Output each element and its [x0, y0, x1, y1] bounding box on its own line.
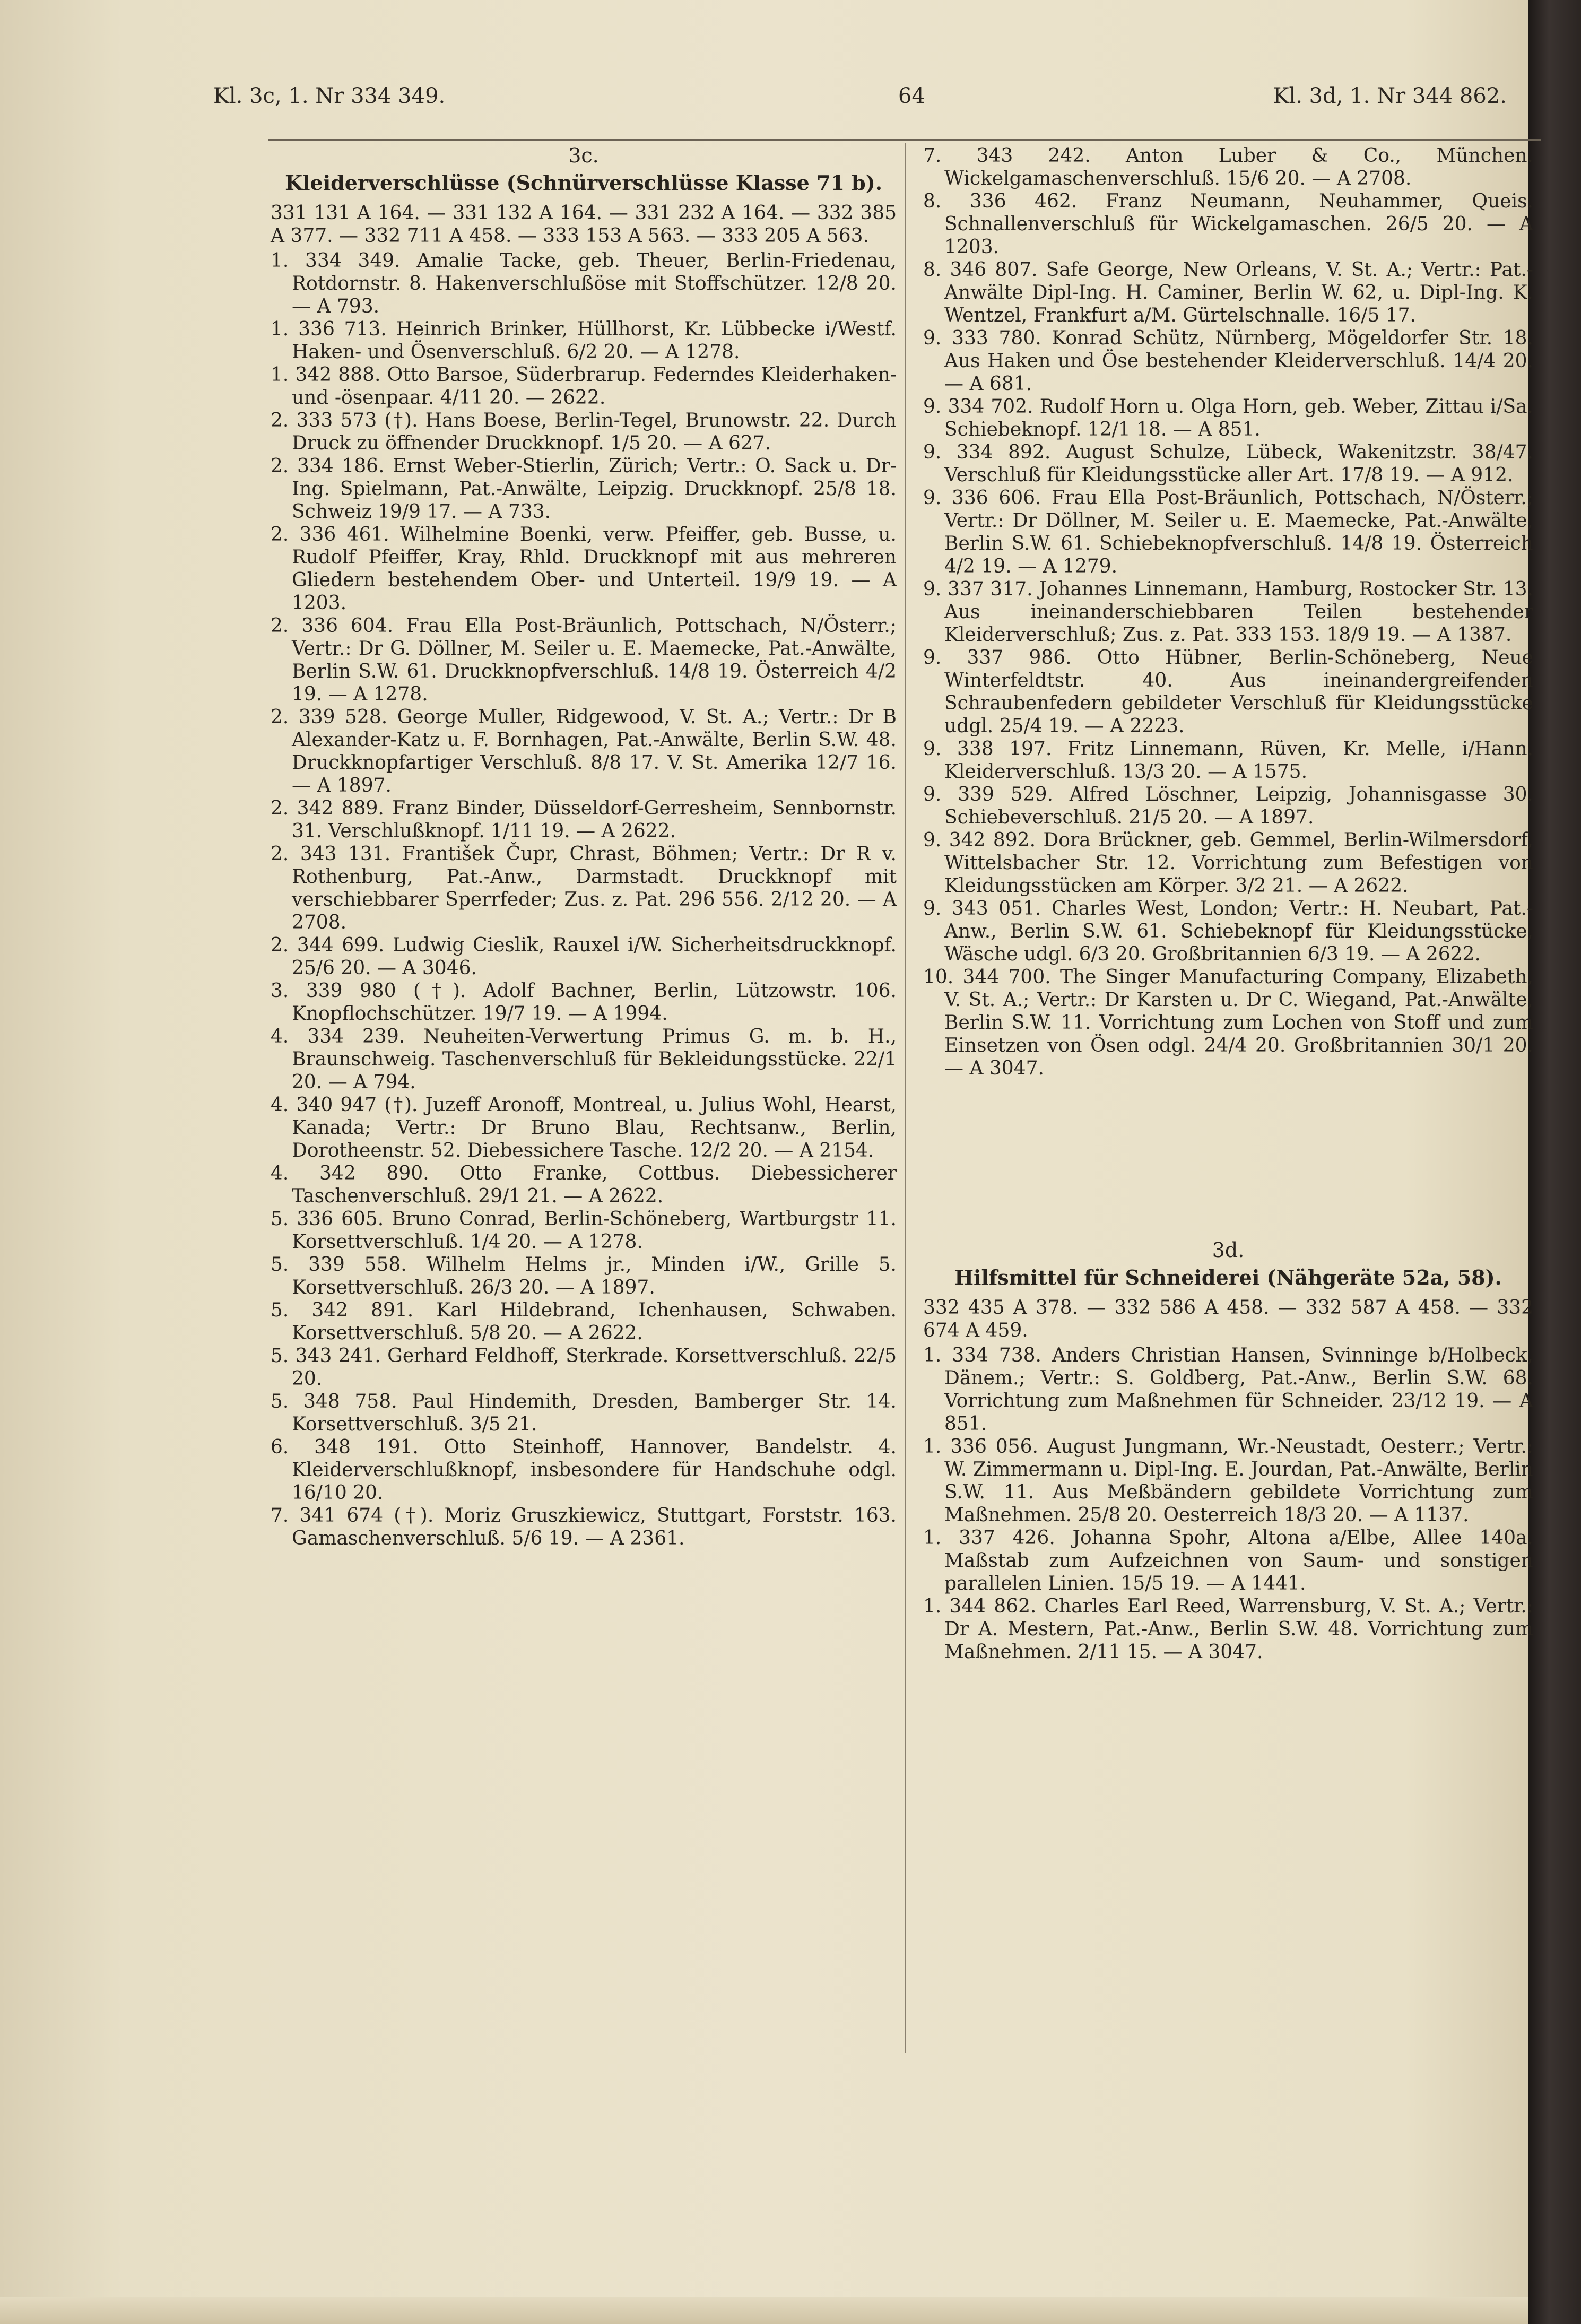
patent-entry: 8. 346 807. Safe George, New Orleans, V. St. A.; Vertr.: Pat.-Anwälte Dipl-Ing. H. Caminer, Berlin W. 62, u. Dipl-Ing. K. Wentzel, Frankfurt a/M. Gürtelschnalle. 16/5 17.	[923, 259, 1533, 326]
patent-entry: 7. 343 242. Anton Luber & Co., München. Wickelgamaschenverschluß. 15/6 20. — A 2708.	[923, 145, 1533, 189]
patent-entry: 4. 340 947 (†). Juzeff Aronoff, Montreal, u. Julius Wohl, Hearst, Kanada; Vertr.: Dr Bruno Blau, Rechtsanw., Berlin, Dorotheenstr. 52. Diebessichere Tasche. 12/2 20. — A 2154.	[271, 1094, 897, 1161]
patent-entry: 1. 337 426. Johanna Spohr, Altona a/Elbe, Allee 140a. Maßstab zum Aufzeichnen von Saum- und sonstigen parallelen Linien. 15/5 19. — A 1441.	[923, 1527, 1533, 1594]
patent-entry: 9. 337 317. Johannes Linnemann, Hamburg, Rostocker Str. 13. Aus ineinanderschiebbaren Teilen bestehender Kleiderverschluß; Zus. z. Pat. 333 153. 18/9 19. — A 1387.	[923, 578, 1533, 646]
patent-entry: 9. 334 702. Rudolf Horn u. Olga Horn, geb. Weber, Zittau i/Sa. Schiebeknopf. 12/1 18. — A 851.	[923, 396, 1533, 440]
patent-entry: 1. 336 713. Heinrich Brinker, Hüllhorst, Kr. Lübbecke i/Westf. Haken- und Ösenverschluß. 6/2 20. — A 1278.	[271, 318, 897, 363]
patent-entry: 1. 344 862. Charles Earl Reed, Warrensburg, V. St. A.; Vertr.: Dr A. Mestern, Pat.-Anw., Berlin S.W. 48. Vorrichtung zum Maßnehmen. 2/11 15. — A 3047.	[923, 1595, 1533, 1663]
patent-entry: 7. 341 674 (†). Moriz Gruszkiewicz, Stuttgart, Forststr. 163. Gamaschenverschluß. 5/6 19. — A 2361.	[271, 1505, 897, 1549]
patent-entry: 2. 342 889. Franz Binder, Düsseldorf-Gerresheim, Sennbornstr. 31. Verschlußknopf. 1/11 19. — A 2622.	[271, 797, 897, 842]
patent-entry: 5. 336 605. Bruno Conrad, Berlin-Schöneberg, Wartburgstr 11. Korsettverschluß. 1/4 20. — A 1278.	[271, 1208, 897, 1253]
patent-entry: 9. 336 606. Frau Ella Post-Bräunlich, Pottschach, N/Österr.; Vertr.: Dr Döllner, M. Seiler u. E. Maemecke, Pat.-Anwälte, Berlin S.W. 61. Schiebeknopfverschluß. 14/8 19. Österreich 4/2 19. — A 1279.	[923, 487, 1533, 577]
header-right: Kl. 3d, 1. Nr 344 862.	[1273, 84, 1507, 108]
patent-entry: 6. 348 191. Otto Steinhoff, Hannover, Bandelstr. 4. Kleiderverschlußknopf, insbesondere für Handschuhe odgl. 16/10 20.	[271, 1436, 897, 1504]
patent-entry: 5. 348 758. Paul Hindemith, Dresden, Bamberger Str. 14. Korsettverschluß. 3/5 21.	[271, 1391, 897, 1435]
header-left: Kl. 3c, 1. Nr 334 349.	[213, 84, 446, 108]
section-title: Kleiderverschlüsse (Schnürverschlüsse Klasse 71 b).	[285, 171, 882, 195]
patent-entry: 9. 343 051. Charles West, London; Vertr.: H. Neubart, Pat.-Anw., Berlin S.W. 61. Schiebeknopf für Kleidungsstücke, Wäsche udgl. 6/3 20. Großbritannien 6/3 19. — A 2622.	[923, 898, 1533, 965]
patent-entry: 9. 339 529. Alfred Löschner, Leipzig, Johannisgasse 30. Schiebeverschluß. 21/5 20. — A 1897.	[923, 784, 1533, 828]
patent-entry: 1. 336 056. August Jungmann, Wr.-Neustadt, Oesterr.; Vertr.: W. Zimmermann u. Dipl-Ing. E. Jourdan, Pat.-Anwälte, Berlin S.W. 11. Aus Meßbändern gebildete Vorrichtung zum Maßnehmen. 25/8 20. Oesterreich 18/3 20. — A 1137.	[923, 1436, 1533, 1526]
left-column	[271, 144, 897, 1550]
page-number: 64	[898, 84, 925, 108]
patent-entry: 9. 342 892. Dora Brückner, geb. Gemmel, Berlin-Wilmersdorf, Wittelsbacher Str. 12. Vorrichtung zum Befestigen von Kleidungsstücken am Körper. 3/2 21. — A 2622.	[923, 829, 1533, 897]
patent-entry: 2. 343 131. František Čupr, Chrast, Böhmen; Vertr.: Dr R v. Rothenburg, Pat.-Anw., Darmstadt. Druckknopf mit verschiebbarer Sperrfeder; Zus. z. Pat. 296 556. 2/12 20. — A 2708.	[271, 843, 897, 933]
patent-entry: 5. 342 891. Karl Hildebrand, Ichenhausen, Schwaben. Korsettverschluß. 5/8 20. — A 2622.	[271, 1299, 897, 1344]
book-cover-edge	[1528, 0, 1581, 2324]
patent-entry: 9. 338 197. Fritz Linnemann, Rüven, Kr. Melle, i/Hann. Kleiderverschluß. 13/3 20. — A 1575.	[923, 738, 1533, 783]
patent-entry: 9. 337 986. Otto Hübner, Berlin-Schöneberg, Neue Winterfeldtstr. 40. Aus ineinandergreifenden Schraubenfedern gebildeter Verschluß für Kleidungsstücke udgl. 25/4 19. — A 2223.	[923, 647, 1533, 737]
header-rule	[268, 139, 1541, 141]
patent-entry: 4. 334 239. Neuheiten-Verwertung Primus G. m. b. H., Braunschweig. Taschenverschluß für Bekleidungsstücke. 22/1 20. — A 794.	[271, 1026, 897, 1093]
column-divider	[905, 143, 906, 2053]
page-bottom-edge	[0, 2297, 1528, 2324]
section-number: 3c.	[568, 144, 599, 167]
patent-entry: 3. 339 980 (†). Adolf Bachner, Berlin, Lützowstr. 106. Knopflochschützer. 19/7 19. — A 1994.	[271, 980, 897, 1025]
patent-entry: 2. 336 461. Wilhelmine Boenki, verw. Pfeiffer, geb. Busse, u. Rudolf Pfeiffer, Kray, Rhld. Druckknopf mit aus mehreren Gliedern bestehendem Ober- und Unterteil. 19/9 19. — A 1203.	[271, 524, 897, 614]
patent-entry: 1. 334 349. Amalie Tacke, geb. Theuer, Berlin-Friedenau, Rotdornstr. 8. Hakenverschlußöse mit Stoffschützer. 12/8 20. — A 793.	[271, 250, 897, 317]
patent-entry: 10. 344 700. The Singer Manufacturing Company, Elizabeth, V. St. A.; Vertr.: Dr Karsten u. Dr C. Wiegand, Pat.-Anwälte, Berlin S.W. 11. Vorrichtung zum Lochen von Stoff und zum Einsetzen von Ösen odgl. 24/4 20. Großbritannien 30/1 20. — A 3047.	[923, 966, 1533, 1079]
spacer	[923, 1080, 1533, 1239]
patent-entry: 4. 342 890. Otto Franke, Cottbus. Diebessicherer Taschenverschluß. 29/1 21. — A 2622.	[271, 1163, 897, 1207]
section-title: Hilfsmittel für Schneiderei (Nähgeräte 52a, 58).	[954, 1265, 1502, 1289]
section-references: 331 131 A 164. — 331 132 A 164. — 331 232 A 164. — 332 385 A 377. — 332 711 A 458. — 333 153 A 563. — 333 205 A 563.	[271, 202, 897, 247]
patent-entry: 8. 336 462. Franz Neumann, Neuhammer, Queis. Schnallenverschluß für Wickelgamaschen. 26/5 20. — A 1203.	[923, 190, 1533, 258]
section-number: 3d.	[1212, 1238, 1245, 1262]
patent-entry: 5. 339 558. Wilhelm Helms jr., Minden i/W., Grille 5. Korsettverschluß. 26/3 20. — A 1897.	[271, 1254, 897, 1298]
patent-entry: 9. 333 780. Konrad Schütz, Nürnberg, Mögeldorfer Str. 18. Aus Haken und Öse bestehender Kleiderverschluß. 14/4 20. — A 681.	[923, 327, 1533, 395]
patent-entry: 1. 342 888. Otto Barsoe, Süderbrarup. Federndes Kleiderhaken- und -ösenpaar. 4/11 20. — 2622.	[271, 364, 897, 409]
patent-entry: 2. 336 604. Frau Ella Post-Bräunlich, Pottschach, N/Österr.; Vertr.: Dr G. Döllner, M. Seiler u. E. Maemecke, Pat.-Anwälte, Berlin S.W. 61. Druckknopfverschluß. 14/8 19. Österreich 4/2 19. — A 1278.	[271, 615, 897, 705]
patent-entry: 2. 334 186. Ernst Weber-Stierlin, Zürich; Vertr.: O. Sack u. Dr-Ing. Spielmann, Pat.-Anwälte, Leipzig. Druckknopf. 25/8 18. Schweiz 19/9 17. — A 733.	[271, 455, 897, 523]
patent-entry: 1. 334 738. Anders Christian Hansen, Svinninge b/Holbeck, Dänem.; Vertr.: S. Goldberg, Pat.-Anw., Berlin S.W. 68. Vorrichtung zum Maßnehmen für Schneider. 23/12 19. — A 851.	[923, 1345, 1533, 1435]
patent-entry: 2. 344 699. Ludwig Cieslik, Rauxel i/W. Sicherheitsdruckknopf. 25/6 20. — A 3046.	[271, 934, 897, 979]
patent-entry: 2. 333 573 (†). Hans Boese, Berlin-Tegel, Brunowstr. 22. Durch Druck zu öffnender Druckknopf. 1/5 20. — A 627.	[271, 410, 897, 454]
patent-entry: 2. 339 528. George Muller, Ridgewood, V. St. A.; Vertr.: Dr B Alexander-Katz u. F. Bornhagen, Pat.-Anwälte, Berlin S.W. 48. Druckknopfartiger Verschluß. 8/8 17. V. St. Amerika 12/7 16. — A 1897.	[271, 706, 897, 796]
patent-entry: 5. 343 241. Gerhard Feldhoff, Sterkrade. Korsettverschluß. 22/5 20.	[271, 1345, 897, 1390]
right-column	[923, 144, 1533, 1663]
patent-entry: 9. 334 892. August Schulze, Lübeck, Wakenitzstr. 38/47. Verschluß für Kleidungsstücke aller Art. 17/8 19. — A 912.	[923, 441, 1533, 486]
section-references: 332 435 A 378. — 332 586 A 458. — 332 587 A 458. — 332 674 A 459.	[923, 1297, 1533, 1341]
